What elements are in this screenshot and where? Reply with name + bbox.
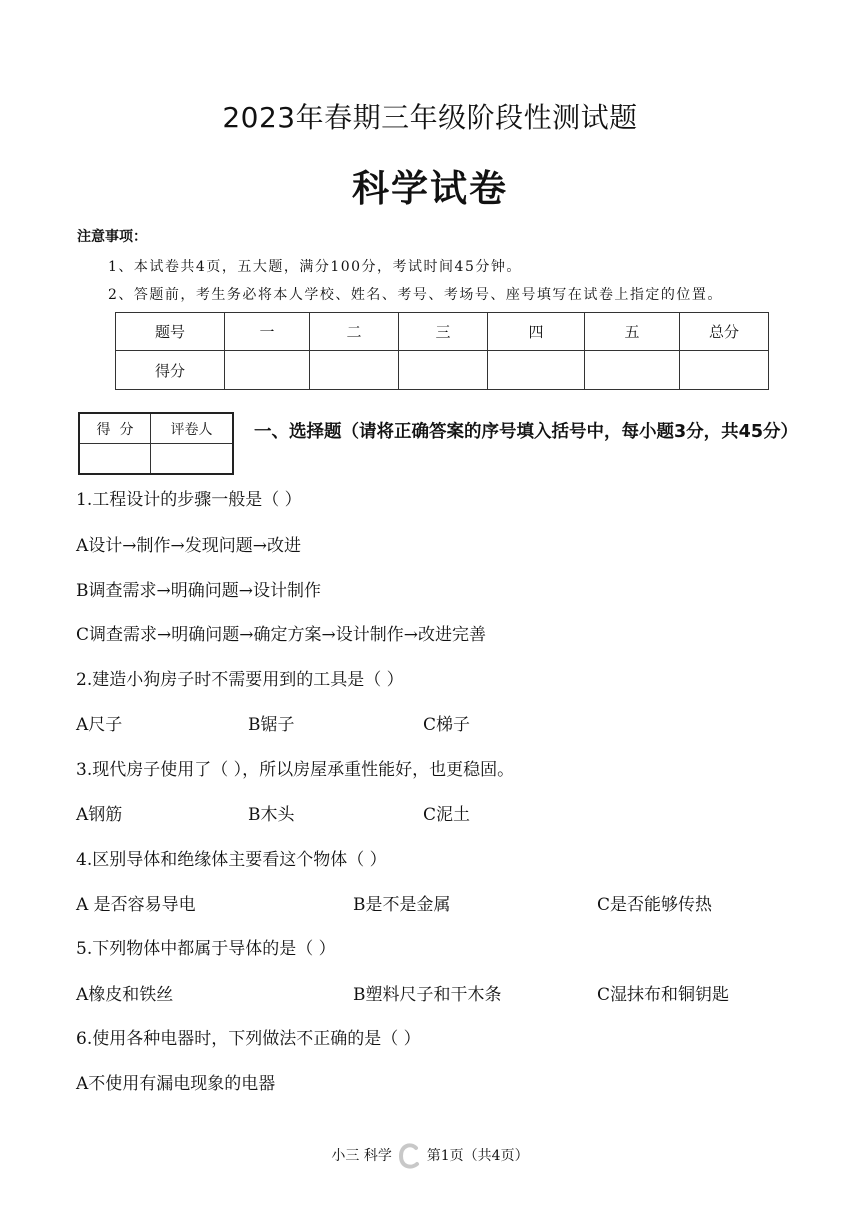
question-1-option-a[interactable]: A设计→制作→发现问题→改进	[76, 536, 302, 556]
grader-score-blank[interactable]	[79, 444, 151, 475]
question-5-option-c[interactable]: C湿抹布和铜钥匙	[597, 985, 730, 1005]
grader-name-label: 评卷人	[151, 413, 234, 444]
score-blank-cell[interactable]	[488, 351, 585, 390]
question-2-stem: 2.建造小狗房子时不需要用到的工具是（ ）	[76, 670, 404, 690]
question-1-stem: 1.工程设计的步骤一般是（ ）	[76, 490, 302, 510]
score-table-score-row	[116, 351, 769, 390]
score-cell-total: 总分	[680, 313, 769, 351]
question-4-option-a[interactable]: A 是否容易导电	[76, 895, 196, 915]
notes-heading: 注意事项：	[77, 229, 147, 245]
question-4-stem: 4.区别导体和绝缘体主要看这个物体（ ）	[76, 850, 387, 870]
question-5-option-a[interactable]: A橡皮和铁丝	[76, 985, 174, 1005]
score-cell-section: 四	[488, 313, 585, 351]
score-blank-cell[interactable]	[680, 351, 769, 390]
score-row-label: 得分	[116, 351, 225, 390]
section-1-title: 一、选择题（请将正确答案的序号填入括号中，每小题3分，共45分）	[254, 422, 799, 442]
page-footer	[0, 1143, 860, 1169]
question-2-option-c[interactable]: C梯子	[423, 715, 471, 735]
question-2-option-b[interactable]: B锯子	[248, 715, 295, 735]
score-cell-section: 三	[399, 313, 488, 351]
question-3-option-c[interactable]: C泥土	[423, 805, 471, 825]
score-blank-cell[interactable]	[310, 351, 399, 390]
c-watermark-icon	[398, 1143, 420, 1169]
question-3-stem: 3.现代房子使用了（ ），所以房屋承重性能好，也更稳固。	[76, 760, 515, 780]
footer-course: 小三 科学	[331, 1148, 392, 1164]
question-6-option-a[interactable]: A不使用有漏电现象的电器	[76, 1074, 276, 1094]
note-item: 2、答题前，考生务必将本人学校、姓名、考号、考场号、座号填写在试卷上指定的位置。	[108, 287, 723, 303]
score-cell-section: 五	[585, 313, 680, 351]
question-1-option-c[interactable]: C调查需求→明确问题→确定方案→设计制作→改进完善	[76, 625, 486, 645]
grader-table	[78, 412, 234, 475]
question-4-option-b[interactable]: B是不是金属	[353, 895, 451, 915]
score-table	[115, 312, 769, 390]
score-blank-cell[interactable]	[399, 351, 488, 390]
question-5-stem: 5.下列物体中都属于导体的是（ ）	[76, 939, 336, 959]
footer-page-number: 第1页（共4页）	[426, 1148, 529, 1164]
grader-score-label: 得 分	[79, 413, 151, 444]
score-table-header-row	[116, 313, 769, 351]
question-2-option-a[interactable]: A尺子	[76, 715, 123, 735]
question-5-option-b[interactable]: B塑料尺子和干木条	[353, 985, 502, 1005]
score-cell-label: 题号	[116, 313, 225, 351]
score-cell-section: 二	[310, 313, 399, 351]
question-4-option-c[interactable]: C是否能够传热	[597, 895, 713, 915]
exam-title: 2023年春期三年级阶段性测试题	[222, 101, 638, 134]
note-item: 1、本试卷共4页，五大题，满分100分，考试时间45分钟。	[108, 259, 522, 275]
question-3-option-b[interactable]: B木头	[248, 805, 295, 825]
exam-subtitle: 科学试卷	[352, 167, 508, 210]
score-blank-cell[interactable]	[225, 351, 310, 390]
question-3-option-a[interactable]: A钢筋	[76, 805, 123, 825]
score-blank-cell[interactable]	[585, 351, 680, 390]
question-1-option-b[interactable]: B调查需求→明确问题→设计制作	[76, 581, 321, 601]
grader-name-blank[interactable]	[151, 444, 234, 475]
score-cell-section: 一	[225, 313, 310, 351]
question-6-stem: 6.使用各种电器时，下列做法不正确的是（ ）	[76, 1029, 421, 1049]
